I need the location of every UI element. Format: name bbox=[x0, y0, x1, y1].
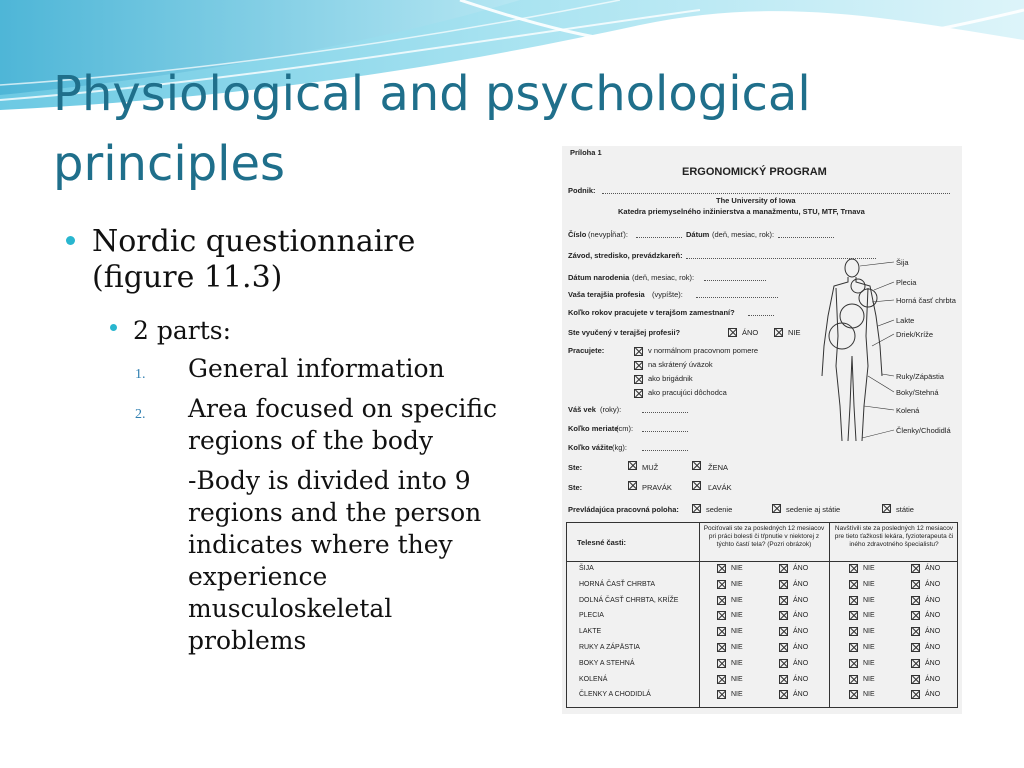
table-yes-label: ÁNO bbox=[925, 675, 941, 683]
form-working-label: Pracujete: bbox=[568, 346, 605, 355]
body-label: Horná časť chrbta bbox=[896, 296, 956, 305]
form-posture-label: Prevládajúca pracovná poloha: bbox=[568, 505, 679, 514]
body-parts-table bbox=[566, 522, 958, 708]
form-heading: ERGONOMICKÝ PROGRAM bbox=[682, 166, 827, 178]
table-row-label: KOLENÁ bbox=[579, 675, 608, 683]
table-col-pain: Pociťovali ste za posledných 12 mesiacov pri práci bolesti či tŕpnutie v niektorej z týchto častí tela? (Pozri obrázok) bbox=[703, 525, 825, 548]
table-yes-label: ÁNO bbox=[793, 691, 809, 699]
bullet-dot bbox=[66, 236, 75, 245]
form-height-line bbox=[642, 431, 688, 432]
form-university: The University of Iowa bbox=[716, 196, 796, 205]
checkbox-icon bbox=[911, 690, 920, 699]
form-age-hint: (roky): bbox=[600, 405, 622, 414]
form-number-hint: (nevypĺňať): bbox=[588, 230, 628, 239]
form-yes: ÁNO bbox=[742, 328, 759, 337]
checkbox-icon bbox=[779, 564, 788, 573]
sub-bullet-dot bbox=[110, 324, 117, 331]
table-no-label: NIE bbox=[863, 644, 875, 651]
table-no-label: NIE bbox=[731, 565, 743, 572]
table-yes-label: ÁNO bbox=[925, 644, 941, 651]
table-no-label: NIE bbox=[731, 644, 743, 651]
table-yes-label: ÁNO bbox=[793, 565, 809, 572]
checkbox-icon bbox=[911, 564, 920, 573]
table-no-label: NIE bbox=[863, 628, 875, 636]
table-no-label: NIE bbox=[863, 596, 875, 604]
form-years-line bbox=[748, 315, 774, 316]
form-mass-label: Koľko vážite bbox=[568, 443, 613, 452]
checkbox-icon bbox=[779, 580, 788, 589]
form-posture: sedenie bbox=[706, 505, 733, 514]
table-row-label: HORNÁ ČASŤ CHRBTA bbox=[579, 580, 656, 588]
form-number-label: Číslo bbox=[568, 230, 587, 239]
table-yes-label: ÁNO bbox=[793, 612, 809, 620]
checkbox-icon bbox=[717, 690, 726, 699]
table-row-label: RUKY A ZÁPÄSTIA bbox=[579, 644, 640, 651]
table-yes-label: ÁNO bbox=[925, 659, 941, 667]
checkbox-female-icon bbox=[692, 461, 701, 470]
body-label: Šija bbox=[896, 258, 909, 267]
list-number-2: 2. bbox=[135, 407, 146, 422]
table-yes-label: ÁNO bbox=[793, 644, 809, 651]
checkbox-icon bbox=[634, 361, 643, 370]
checkbox-icon bbox=[911, 627, 920, 636]
checkbox-icon bbox=[849, 580, 858, 589]
checkbox-icon bbox=[779, 643, 788, 652]
table-no-label: NIE bbox=[863, 612, 875, 620]
table-yes-label: ÁNO bbox=[793, 596, 809, 604]
table-yes-label: ÁNO bbox=[793, 659, 809, 667]
checkbox-icon bbox=[717, 627, 726, 636]
table-row-label: BOKY A STEHNÁ bbox=[579, 659, 635, 667]
form-left: ĽAVÁK bbox=[708, 483, 732, 492]
form-birth-line bbox=[704, 280, 766, 281]
form-birth-hint: (deň, mesiac, rok): bbox=[632, 273, 695, 282]
checkbox-icon bbox=[634, 375, 643, 384]
checkbox-icon bbox=[911, 659, 920, 668]
checkbox-icon bbox=[717, 611, 726, 620]
table-row-label: ČLENKY A CHODIDLÁ bbox=[579, 691, 651, 699]
table-divider bbox=[829, 523, 830, 707]
checkbox-icon bbox=[849, 611, 858, 620]
form-department: Katedra priemyselného inžinierstva a manažmentu, STU, MTF, Trnava bbox=[618, 207, 865, 216]
table-divider bbox=[699, 523, 700, 707]
table-no-label: NIE bbox=[863, 675, 875, 683]
checkbox-icon bbox=[849, 690, 858, 699]
form-work-option: ako brigádnik bbox=[648, 374, 693, 383]
form-sex-label: Ste: bbox=[568, 463, 583, 472]
checkbox-left-icon bbox=[692, 481, 701, 490]
table-yes-label: ÁNO bbox=[925, 565, 941, 572]
bullet-two-parts: 2 parts: bbox=[133, 316, 232, 345]
checkbox-icon bbox=[911, 596, 920, 605]
checkbox-icon bbox=[717, 596, 726, 605]
bullet-nordic-questionnaire: Nordic questionnaire (figure 11.3) bbox=[92, 224, 416, 295]
table-row-label: DOLNÁ ČASŤ CHRBTA, KRÍŽE bbox=[579, 596, 679, 604]
checkbox-male-icon bbox=[628, 461, 637, 470]
checkbox-icon bbox=[882, 504, 891, 513]
slide-title: Physiological and psychological principles bbox=[53, 66, 811, 192]
form-birth-label: Dátum narodenia bbox=[568, 273, 630, 282]
table-no-label: NIE bbox=[863, 659, 875, 667]
checkbox-icon bbox=[911, 675, 920, 684]
form-posture: sedenie aj státie bbox=[786, 505, 841, 514]
table-no-label: NIE bbox=[731, 612, 743, 620]
checkbox-icon bbox=[634, 389, 643, 398]
checkbox-icon bbox=[717, 675, 726, 684]
checkbox-icon bbox=[911, 611, 920, 620]
table-col-body-parts: Telesné časti: bbox=[577, 538, 627, 547]
body-label: Kolená bbox=[896, 406, 920, 415]
checkbox-icon bbox=[849, 627, 858, 636]
checkbox-yes-icon bbox=[728, 328, 737, 337]
form-female: ŽENA bbox=[708, 463, 729, 472]
table-yes-label: ÁNO bbox=[925, 612, 941, 620]
form-age-label: Váš vek bbox=[568, 405, 596, 414]
form-years-label: Koľko rokov pracujete v terajšom zamestnaní? bbox=[568, 308, 735, 317]
checkbox-icon bbox=[692, 504, 701, 513]
checkbox-icon bbox=[717, 564, 726, 573]
checkbox-icon bbox=[779, 627, 788, 636]
form-height-hint: (cm): bbox=[616, 424, 634, 433]
form-job-line bbox=[696, 297, 778, 298]
checkbox-icon bbox=[911, 643, 920, 652]
body-regions-note: -Body is divided into 9 regions and the person indicates where they experience musculoskeletal problems bbox=[188, 466, 482, 655]
checkbox-icon bbox=[779, 596, 788, 605]
form-hand-label: Ste: bbox=[568, 483, 583, 492]
form-date-line bbox=[778, 237, 834, 238]
list-number-1: 1. bbox=[135, 367, 146, 382]
table-yes-label: ÁNO bbox=[793, 580, 809, 588]
form-male: MUŽ bbox=[642, 463, 659, 472]
checkbox-icon bbox=[849, 596, 858, 605]
table-no-label: NIE bbox=[731, 691, 743, 699]
checkbox-icon bbox=[911, 580, 920, 589]
checkbox-icon bbox=[849, 643, 858, 652]
body-label: Plecia bbox=[896, 278, 917, 287]
table-yes-label: ÁNO bbox=[925, 580, 941, 588]
table-divider bbox=[567, 561, 957, 562]
checkbox-icon bbox=[634, 347, 643, 356]
table-yes-label: ÁNO bbox=[793, 628, 809, 636]
checkbox-icon bbox=[717, 580, 726, 589]
table-row-label: ŠIJA bbox=[579, 565, 594, 572]
form-company-label: Podnik: bbox=[568, 186, 596, 195]
table-yes-label: ÁNO bbox=[925, 628, 941, 636]
checkbox-icon bbox=[849, 564, 858, 573]
form-height-label: Koľko meriate bbox=[568, 424, 619, 433]
form-appendix: Príloha 1 bbox=[570, 148, 602, 157]
form-posture: státie bbox=[896, 505, 914, 514]
table-yes-label: ÁNO bbox=[925, 691, 941, 699]
form-age-line bbox=[642, 412, 688, 413]
list-item-body-regions: Area focused on specific regions of the body bbox=[188, 394, 498, 455]
table-row-label: LAKTE bbox=[579, 628, 602, 636]
checkbox-icon bbox=[779, 659, 788, 668]
table-yes-label: ÁNO bbox=[925, 596, 941, 604]
table-row-label: PLECIA bbox=[579, 612, 604, 620]
table-no-label: NIE bbox=[731, 628, 743, 636]
form-mass-line bbox=[642, 450, 688, 451]
form-trained-label: Ste vyučený v terajšej profesii? bbox=[568, 328, 681, 337]
table-no-label: NIE bbox=[731, 675, 743, 683]
table-no-label: NIE bbox=[731, 580, 743, 588]
body-label: Členky/Chodidlá bbox=[896, 426, 951, 435]
body-label: Boky/Stehná bbox=[896, 388, 939, 397]
checkbox-icon bbox=[717, 659, 726, 668]
body-label: Ruky/Zápästia bbox=[896, 372, 944, 381]
form-work-option: na skrátený úväzok bbox=[648, 360, 713, 369]
form-company-line bbox=[602, 193, 950, 194]
form-date-hint: (deň, mesiac, rok): bbox=[712, 230, 775, 239]
body-label: Lakte bbox=[896, 316, 915, 325]
table-no-label: NIE bbox=[731, 596, 743, 604]
table-no-label: NIE bbox=[863, 691, 875, 699]
form-job-hint: (vypíšte): bbox=[652, 290, 683, 299]
form-plant-label: Závod, stredisko, prevádzkareň: bbox=[568, 251, 683, 260]
checkbox-icon bbox=[717, 643, 726, 652]
table-yes-label: ÁNO bbox=[793, 675, 809, 683]
checkbox-icon bbox=[779, 690, 788, 699]
form-date-label: Dátum bbox=[686, 230, 710, 239]
form-work-option: v normálnom pracovnom pomere bbox=[648, 346, 759, 355]
checkbox-icon bbox=[849, 659, 858, 668]
checkbox-icon bbox=[779, 675, 788, 684]
checkbox-right-icon bbox=[628, 481, 637, 490]
form-work-option: ako pracujúci dôchodca bbox=[648, 388, 727, 397]
list-item-general-information: General information bbox=[188, 354, 445, 383]
checkbox-icon bbox=[779, 611, 788, 620]
form-number-line bbox=[636, 237, 682, 238]
checkbox-no-icon bbox=[774, 328, 783, 337]
form-mass-hint: (kg): bbox=[612, 443, 627, 452]
table-col-doctor: Navštívili ste za posledných 12 mesiacov pre tieto ťažkosti lekára, fyzioterapeuta či iného zdravotného špecialistu? bbox=[834, 525, 954, 548]
table-no-label: NIE bbox=[863, 565, 875, 572]
checkbox-icon bbox=[849, 675, 858, 684]
form-job-label: Vaša terajšia profesia bbox=[568, 290, 645, 299]
body-label: Driek/Krížе bbox=[896, 330, 934, 339]
table-no-label: NIE bbox=[731, 659, 743, 667]
checkbox-icon bbox=[772, 504, 781, 513]
table-no-label: NIE bbox=[863, 580, 875, 588]
ergonomic-questionnaire-figure bbox=[562, 146, 962, 714]
form-right: PRAVÁK bbox=[642, 483, 672, 492]
form-no: NIE bbox=[788, 328, 801, 337]
